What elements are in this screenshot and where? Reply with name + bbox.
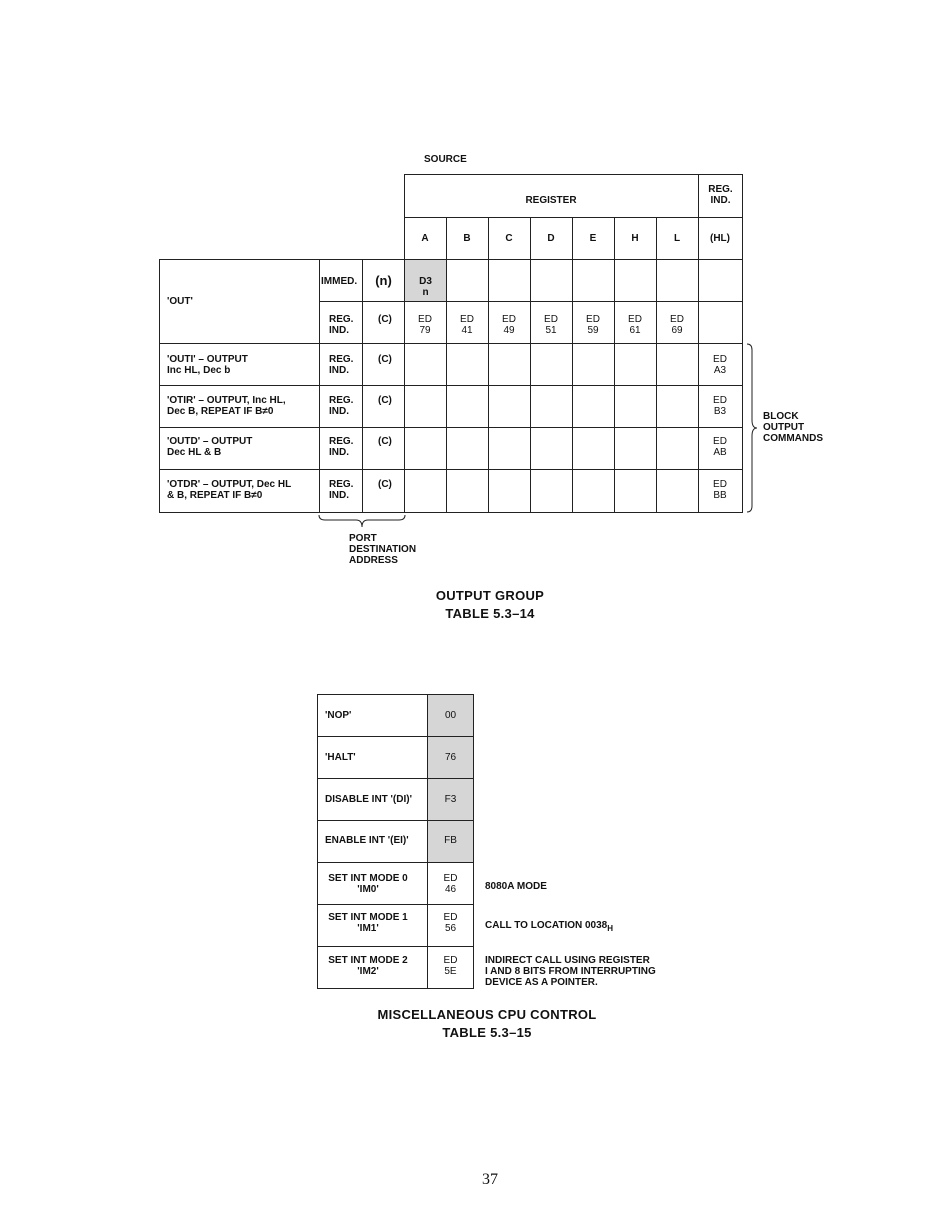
rule [656, 217, 657, 513]
im2-label: SET INT MODE 2 'IM2' [328, 955, 408, 977]
col-header-h: H [631, 233, 639, 244]
immed-label: IMMED. [321, 276, 358, 287]
di-label: DISABLE INT '(DI)' [325, 794, 412, 805]
rule [404, 174, 405, 513]
rule [404, 217, 743, 218]
di-opcode: F3 [444, 794, 457, 805]
rule [317, 778, 474, 779]
n-label: (n) [375, 273, 392, 288]
im2-opcode: ED 5E [443, 955, 458, 977]
otir-addr: REG. IND. [329, 395, 354, 417]
c-label: (C) [378, 314, 392, 325]
source-label: SOURCE [424, 154, 467, 165]
outi-opcode: ED A3 [713, 354, 727, 376]
reg-ind-row-label: REG. IND. [329, 314, 354, 336]
reg-ind-header: REG. IND. [708, 184, 733, 206]
outd-opcode: ED AB [713, 436, 727, 458]
rule [159, 259, 160, 513]
port-brace-icon [316, 513, 408, 531]
table2-caption-title: MISCELLANEOUS CPU CONTROL [377, 1007, 597, 1022]
outi-port: (C) [378, 354, 392, 365]
otdr-label: 'OTDR' – OUTPUT, Dec HL & B, REPEAT IF B≠0 [167, 479, 292, 501]
outd-addr: REG. IND. [329, 436, 354, 458]
out-label: 'OUT' [167, 296, 193, 307]
otir-port: (C) [378, 395, 392, 406]
rule [317, 736, 474, 737]
opcode-cell: ED 41 [460, 314, 474, 336]
opcode-cell: ED 49 [502, 314, 516, 336]
page-number: 37 [482, 1171, 498, 1188]
rule [530, 217, 531, 513]
rule [319, 259, 320, 513]
otir-opcode: ED B3 [713, 395, 727, 417]
col-header-hl: (HL) [710, 233, 730, 244]
im1-note: CALL TO LOCATION $0038_H$ [485, 920, 614, 933]
im1-label: SET INT MODE 1 'IM1' [328, 912, 408, 934]
otdr-opcode: ED BB [713, 479, 727, 501]
table1-caption-number: TABLE 5.3–14 [445, 606, 535, 621]
col-header-e: E [589, 233, 597, 244]
nop-opcode: 00 [444, 710, 457, 721]
im0-label: SET INT MODE 0 'IM0' [328, 873, 408, 895]
opcode-cell: ED 51 [544, 314, 558, 336]
outd-label: 'OUTD' – OUTPUT Dec HL & B [167, 436, 253, 458]
rule [742, 174, 743, 513]
rule [317, 694, 474, 695]
table2-caption-number: TABLE 5.3–15 [442, 1025, 532, 1040]
port-destination-note: PORT DESTINATION ADDRESS [349, 533, 417, 566]
otir-label: 'OTIR' – OUTPUT, Inc HL, Dec B, REPEAT IF B≠0 [167, 395, 286, 417]
col-header-a: A [421, 233, 429, 244]
nop-label: 'NOP' [325, 710, 352, 721]
opcode-cell: ED 69 [670, 314, 684, 336]
outd-port: (C) [378, 436, 392, 447]
rule [317, 904, 474, 905]
register-label: REGISTER [525, 195, 577, 206]
ei-opcode: FB [444, 835, 457, 846]
col-header-b: B [463, 233, 471, 244]
ei-label: ENABLE INT '(EI)' [325, 835, 409, 846]
block-brace-icon [744, 342, 764, 514]
block-output-note: BLOCK OUTPUT COMMANDS [763, 411, 823, 444]
rule [614, 217, 615, 513]
im0-opcode: ED 46 [443, 873, 458, 895]
rule [319, 301, 743, 302]
otdr-addr: REG. IND. [329, 479, 354, 501]
rule [317, 820, 474, 821]
rule [317, 862, 474, 863]
col-header-l: L [673, 233, 681, 244]
im1-opcode: ED 56 [443, 912, 458, 934]
outi-addr: REG. IND. [329, 354, 354, 376]
col-header-d: D [547, 233, 555, 244]
im0-note: 8080A MODE [485, 881, 547, 892]
opcode-cell: ED 59 [586, 314, 600, 336]
rule [404, 174, 743, 175]
opcode-cell: ED 61 [628, 314, 642, 336]
rule [473, 694, 474, 989]
table1-caption-title: OUTPUT GROUP [435, 588, 545, 603]
rule [698, 174, 699, 513]
rule [317, 694, 318, 989]
outi-label: 'OUTI' – OUTPUT Inc HL, Dec b [167, 354, 248, 376]
rule [488, 217, 489, 513]
rule [317, 988, 474, 989]
otdr-port: (C) [378, 479, 392, 490]
im2-note: INDIRECT CALL USING REGISTER I AND 8 BITS FROM INTERRUPTING DEVICE AS A POINTER. [485, 955, 656, 988]
halt-label: 'HALT' [325, 752, 356, 763]
rule [446, 217, 447, 513]
halt-opcode: 76 [444, 752, 457, 763]
rule [317, 946, 474, 947]
rule [572, 217, 573, 513]
immed-a-opcode: D3 n [419, 276, 432, 298]
col-header-c: C [505, 233, 513, 244]
opcode-cell: ED 79 [418, 314, 432, 336]
rule [362, 259, 363, 513]
